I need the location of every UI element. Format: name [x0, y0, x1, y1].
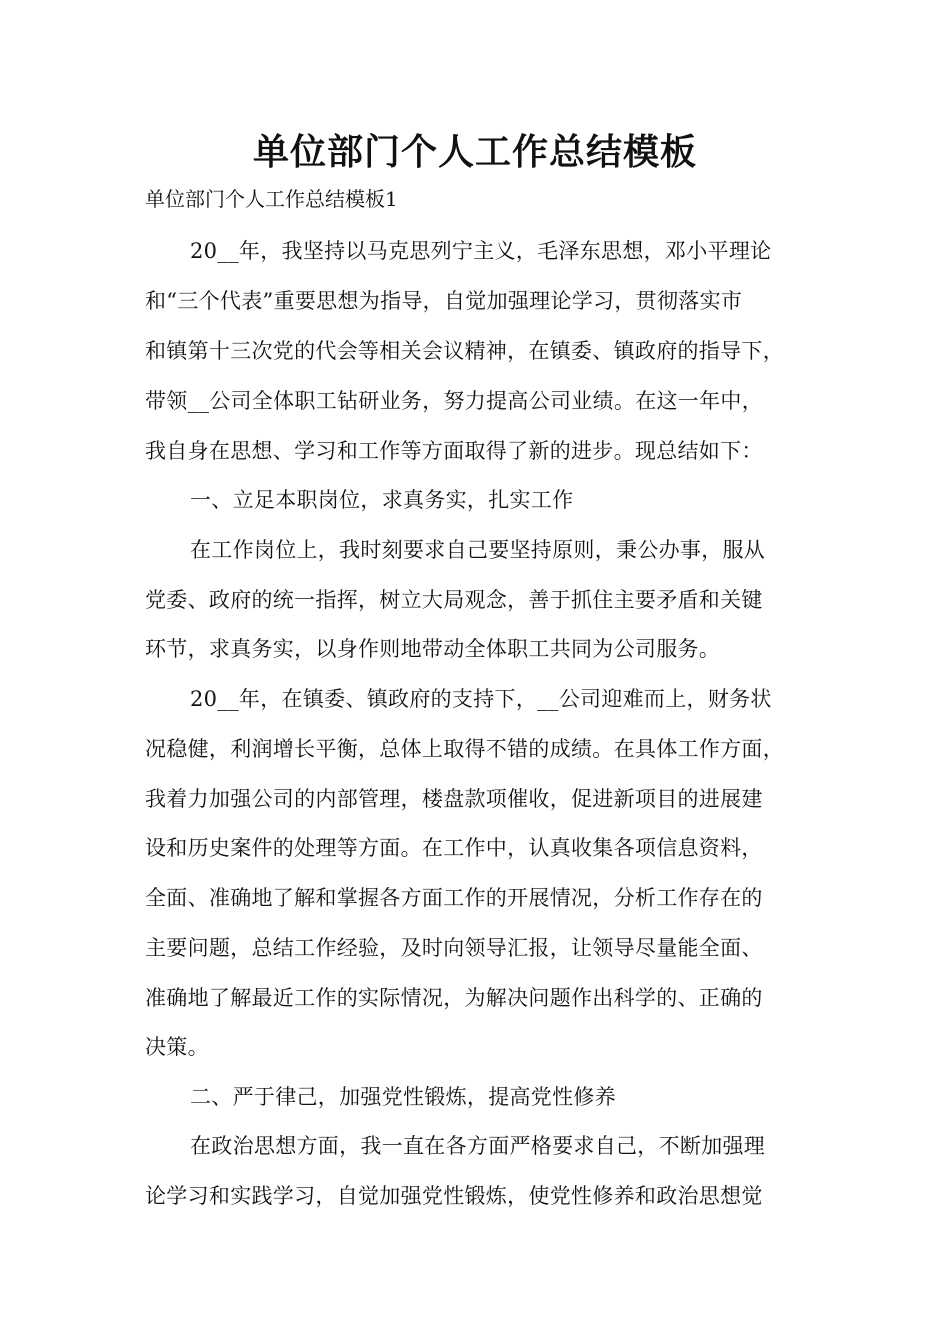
paragraph-line: 准确地了解最近工作的实际情况，为解决问题作出科学的、正确的 [145, 986, 763, 1010]
paragraph-line: 环节，求真务实，以身作则地带动全体职工共同为公司服务。 [145, 637, 721, 661]
document-subtitle: 单位部门个人工作总结模板1 [145, 187, 398, 211]
paragraph-line: 20__年，我坚持以马克思列宁主义，毛泽东思想，邓小平理论 [190, 239, 772, 263]
paragraph-line: 决策。 [145, 1035, 209, 1059]
paragraph-line: 况稳健，利润增长平衡，总体上取得不错的成绩。在具体工作方面， [145, 737, 784, 761]
paragraph-line: 和“三个代表”重要思想为指导，自觉加强理论学习，贯彻落实市 [145, 289, 743, 313]
paragraph-line: 带领__公司全体职工钻研业务，努力提高公司业绩。在这一年中， [145, 389, 763, 413]
paragraph-line: 和镇第十三次党的代会等相关会议精神，在镇委、镇政府的指导下， [145, 339, 784, 363]
document-title: 单位部门个人工作总结模板 [252, 131, 697, 173]
paragraph-line: 全面、准确地了解和掌握各方面工作的开展情况，分析工作存在的 [145, 886, 763, 910]
paragraph-line: 20__年，在镇委、镇政府的支持下，__公司迎难而上，财务状 [190, 687, 772, 711]
paragraph-line: 党委、政府的统一指挥，树立大局观念，善于抓住主要矛盾和关键 [145, 588, 763, 612]
paragraph-line: 我自身在思想、学习和工作等方面取得了新的进步。现总结如下： [145, 439, 763, 463]
paragraph-line: 主要问题，总结工作经验，及时向领导汇报，让领导尽量能全面、 [145, 936, 763, 960]
paragraph-line: 设和历史案件的处理等方面。在工作中，认真收集各项信息资料， [145, 836, 763, 860]
paragraph-line: 论学习和实践学习，自觉加强党性锻炼，使党性修养和政治思想觉 [145, 1184, 763, 1208]
paragraph-line: 在工作岗位上，我时刻要求自己要坚持原则，秉公办事，服从 [190, 538, 766, 562]
section-heading: 二、严于律己，加强党性锻炼，提高党性修养 [190, 1085, 616, 1109]
paragraph-line: 我着力加强公司的内部管理，楼盘款项催收，促进新项目的进展建 [145, 787, 763, 811]
section-heading: 一、立足本职岗位，求真务实，扎实工作 [190, 488, 574, 512]
paragraph-line: 在政治思想方面，我一直在各方面严格要求自己，不断加强理 [190, 1134, 766, 1158]
